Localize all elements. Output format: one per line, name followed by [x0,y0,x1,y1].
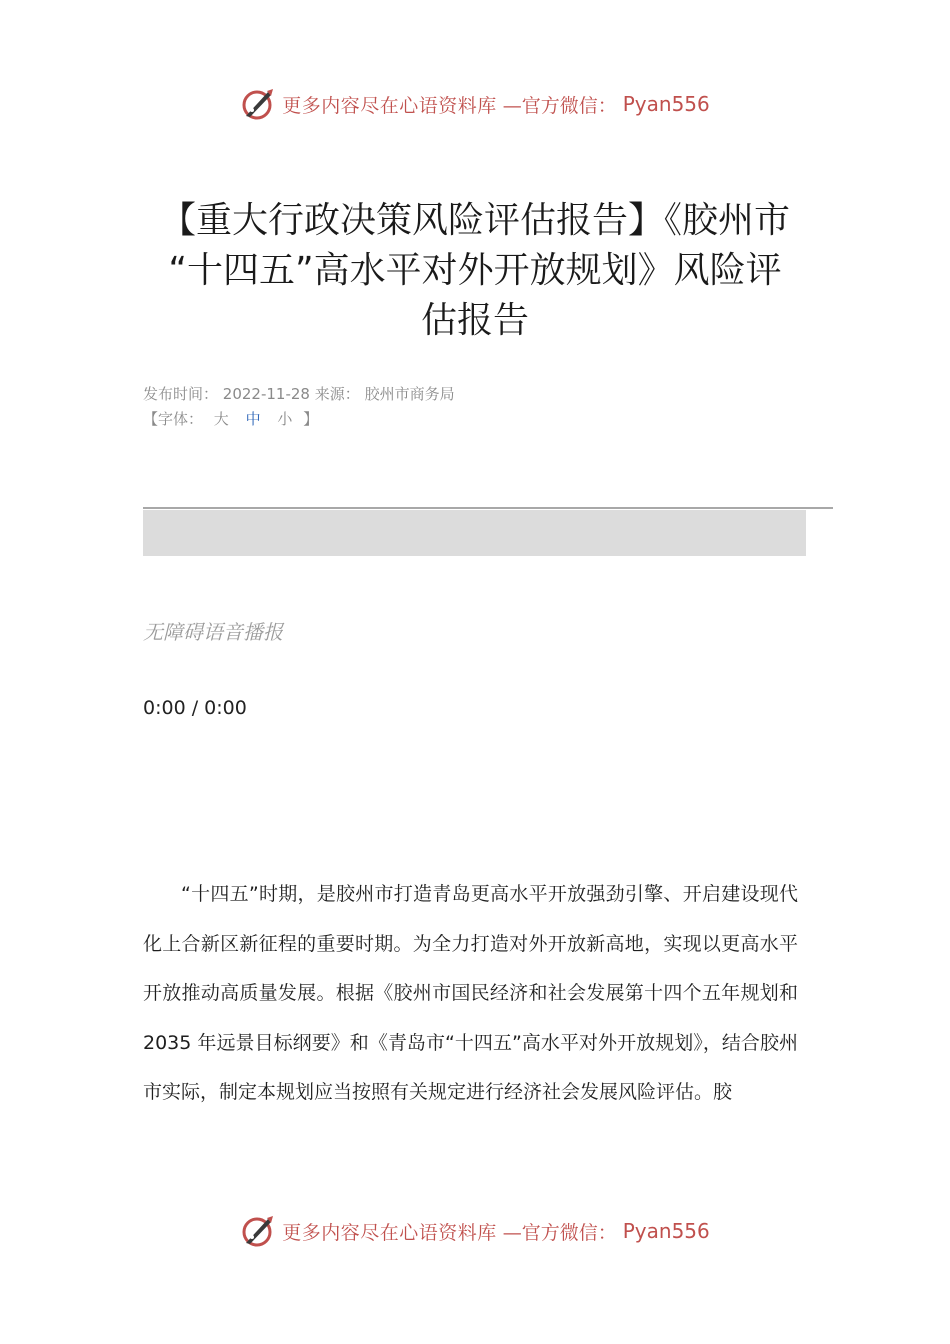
font-size-medium-button[interactable]: 中 [245,410,261,428]
watermark-separator: —官方微信： [502,1221,617,1244]
source-label: 来源： [314,385,360,403]
audio-time-display: 0:00 / 0:00 [143,697,247,719]
font-size-small-button[interactable]: 小 [277,410,293,428]
accessibility-audio-button[interactable]: 无障碍语音播报 [143,620,283,644]
font-size-controls [143,407,455,432]
publish-info [143,382,455,407]
title-line-1: 【重大行政决策风险评估报告】《胶州市 [159,200,790,241]
quill-pen-logo-icon [240,86,276,122]
font-size-large-button[interactable]: 大 [213,410,229,428]
content-divider [143,507,833,509]
watermark-account: Pyan556 [622,1219,710,1243]
content-toolbar-bar [143,510,806,556]
quill-pen-logo-icon [240,1213,276,1249]
watermark-text: 更多内容尽在心语资料库 [282,1221,497,1244]
page-title [140,196,810,346]
font-controls-open: 【字体： [143,410,204,428]
watermark-footer [0,1209,950,1253]
watermark-header [0,82,950,126]
publish-date: 2022-11-28 [222,385,310,403]
article-paragraph: “十四五”时期，是胶州市打造青岛更高水平开放强劲引擎、开启建设现代化上合新区新征程的重要时期。为全力打造对外开放新高地，实现以更高水平开放推动高质量发展。根据《胶州市国民经济和社会发展第十四个五年规划和 2035 年远景目标纲要》和《青岛市“十四五”高水平对外开放规划》，结合胶州市实际，制定本规划应当按照有关规定进行经济社会发展风险评估。胶 [143,883,798,1104]
watermark-account: Pyan556 [622,92,710,116]
title-line-3: 估报告 [420,300,529,341]
title-line-2: “十四五”高水平对外开放规划》风险评 [168,250,782,291]
watermark-text: 更多内容尽在心语资料库 [282,94,497,117]
source-name: 胶州市商务局 [364,385,455,403]
font-controls-close: 】 [303,410,319,428]
publish-label: 发布时间： [143,385,219,403]
watermark-separator: —官方微信： [502,94,617,117]
article-meta [143,382,455,432]
